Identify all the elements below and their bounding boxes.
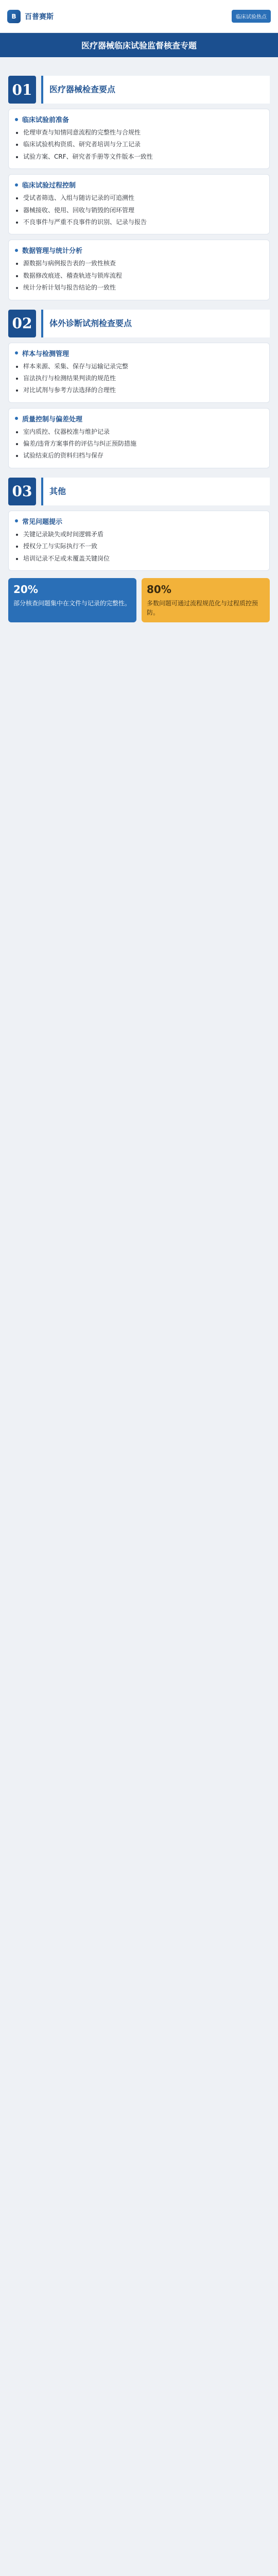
list-item: • 数据修改痕迹、稽查轨迹与锁库流程 [23, 270, 263, 281]
logo-icon: B [7, 10, 21, 23]
section-02-card-2 [8, 408, 270, 468]
card-list [15, 258, 263, 293]
list-item: • 关键记录缺失或时间逻辑矛盾 [23, 529, 263, 539]
card-title-text: 数据管理与统计分析 [22, 247, 83, 256]
card-list [15, 127, 263, 162]
card-title [15, 516, 263, 526]
section-01-card-2 [8, 174, 270, 234]
bullet-icon [15, 183, 18, 187]
section-02-header [8, 310, 270, 337]
card-title [15, 414, 263, 423]
section-01-number: 01 [8, 76, 36, 104]
section-01-card-3 [8, 240, 270, 300]
card-title-text: 临床试验过程控制 [22, 182, 76, 190]
stat-text: 部分核查问题集中在文件与记录的完整性。 [13, 600, 131, 607]
card-title-text: 样本与检测管理 [22, 350, 70, 358]
card-list [15, 529, 263, 564]
stat-callouts [8, 578, 270, 622]
stat-percent: 80% [147, 583, 171, 596]
list-item: • 授权分工与实际执行不一致 [23, 541, 263, 551]
section-02-number: 02 [8, 310, 36, 337]
card-list [15, 361, 263, 396]
card-title-text: 临床试验前准备 [22, 116, 70, 124]
list-item: • 伦理审查与知情同意流程的完整性与合规性 [23, 127, 263, 138]
bullet-icon [15, 118, 18, 121]
card-title-text: 质量控制与偏差处理 [22, 415, 83, 423]
card-title [15, 348, 263, 358]
list-item: • 对比试剂与参考方法选择的合理性 [23, 385, 263, 395]
stat-callout-right [142, 578, 270, 622]
bullet-icon [15, 519, 18, 522]
section-01-title: 医疗器械检查要点 [41, 76, 270, 104]
brand-name: 百普赛斯 [25, 12, 54, 21]
list-item: • 统计分析计划与报告结论的一致性 [23, 282, 263, 293]
card-list [15, 193, 263, 227]
section-02-title: 体外诊断试剂检查要点 [41, 310, 270, 337]
section-03-card-1 [8, 511, 270, 571]
bullet-icon [15, 417, 18, 420]
section-03-title: 其他 [41, 478, 270, 505]
bullet-icon [15, 249, 18, 252]
stat-percent: 20% [13, 583, 38, 596]
list-item: • 偏差/违背方案事件的评估与纠正预防措施 [23, 438, 263, 449]
page-title: 医疗器械临床试验监督核查专题 [0, 33, 278, 57]
list-item: • 样本来源、采集、保存与运输记录完整 [23, 361, 263, 371]
list-item: • 受试者筛选、入组与随访记录的可追溯性 [23, 193, 263, 203]
brand [7, 10, 54, 23]
bullet-icon [15, 351, 18, 354]
list-item: • 试验方案、CRF、研究者手册等文件版本一致性 [23, 151, 263, 162]
section-03-header [8, 478, 270, 505]
section-01-card-1 [8, 109, 270, 169]
list-item: • 试验结束后的资料归档与保存 [23, 450, 263, 461]
section-02-card-1 [8, 343, 270, 403]
card-title [15, 114, 263, 124]
card-title [15, 245, 263, 255]
stat-callout-left [8, 578, 136, 622]
list-item: • 源数据与病例报告表的一致性核查 [23, 258, 263, 268]
card-title-text: 常见问题提示 [22, 518, 63, 526]
list-item: • 盲法执行与检测结果判读的规范性 [23, 373, 263, 383]
list-item: • 不良事件与严重不良事件的识别、记录与报告 [23, 217, 263, 227]
list-item: • 培训记录不足或未覆盖关键岗位 [23, 553, 263, 564]
card-list [15, 427, 263, 461]
top-badge: 临床试验热点 [232, 10, 271, 23]
list-item: • 器械接收、使用、回收与销毁的闭环管理 [23, 205, 263, 215]
stat-text: 多数问题可通过流程规范化与过程质控预防。 [147, 600, 258, 617]
card-title [15, 180, 263, 190]
top-bar [0, 0, 278, 33]
page-spacer [8, 630, 270, 1866]
list-item: • 室内质控、仪器校准与维护记录 [23, 427, 263, 437]
list-item: • 临床试验机构资质、研究者培训与分工记录 [23, 139, 263, 149]
section-01-header [8, 76, 270, 104]
content [0, 57, 278, 1875]
section-03-number: 03 [8, 478, 36, 505]
